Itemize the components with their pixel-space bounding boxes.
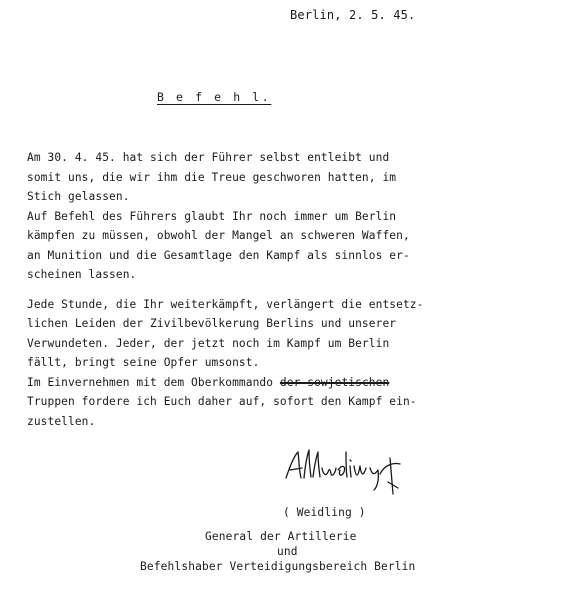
body-line: Truppen fordere ich Euch daher auf, sofort den Kampf ein- bbox=[27, 395, 417, 408]
body-line-text: Im Einvernehmen mit dem Oberkommando bbox=[27, 375, 280, 389]
body-line: scheinen lassen. bbox=[27, 268, 137, 281]
struck-text: der sowjetischen bbox=[279, 375, 390, 389]
body-line: Stich gelassen. bbox=[27, 190, 130, 203]
rank-line: Befehlshaber Verteidigungsbereich Berlin bbox=[140, 560, 416, 573]
paragraph-1 bbox=[27, 148, 547, 285]
body-line: fällt, bringt seine Opfer umsonst. bbox=[27, 356, 260, 369]
body-line: Auf Befehl des Führers glaubt Ihr noch immer um Berlin bbox=[27, 209, 397, 223]
body-line bbox=[27, 373, 547, 393]
body-line: zustellen. bbox=[27, 414, 96, 428]
body-line: Jede Stunde, die Ihr weiterkämpft, verlängert die entsetz- bbox=[27, 297, 424, 311]
body-line: somit uns, die wir ihm die Treue geschworen hatten, im bbox=[27, 170, 397, 184]
rank-line: General der Artillerie bbox=[205, 530, 357, 543]
document-title: B e f e h l. bbox=[157, 90, 272, 104]
body-line: Verwundeten. Jeder, der jetzt noch im Kampf um Berlin bbox=[27, 336, 390, 350]
body-line: Am 30. 4. 45. hat sich der Führer selbst entleibt und bbox=[27, 151, 390, 164]
paragraph-3 bbox=[27, 373, 547, 432]
paragraph-gap bbox=[27, 285, 547, 295]
dateline: Berlin, 2. 5. 45. bbox=[290, 8, 416, 22]
signatory-name: ( Weidling ) bbox=[283, 506, 366, 519]
handwritten-signature bbox=[280, 444, 430, 496]
body-line: lichen Leiden der Zivilbevölkerung Berlins und unserer bbox=[27, 317, 397, 330]
paragraph-2 bbox=[27, 295, 547, 373]
body-line: an Munition und die Gesamtlage den Kampf als sinnlos er- bbox=[27, 248, 410, 262]
order-body bbox=[27, 148, 547, 431]
rank-line: und bbox=[277, 545, 298, 558]
body-line: kämpfen zu müssen, obwohl der Mangel an schweren Waffen, bbox=[27, 229, 410, 242]
